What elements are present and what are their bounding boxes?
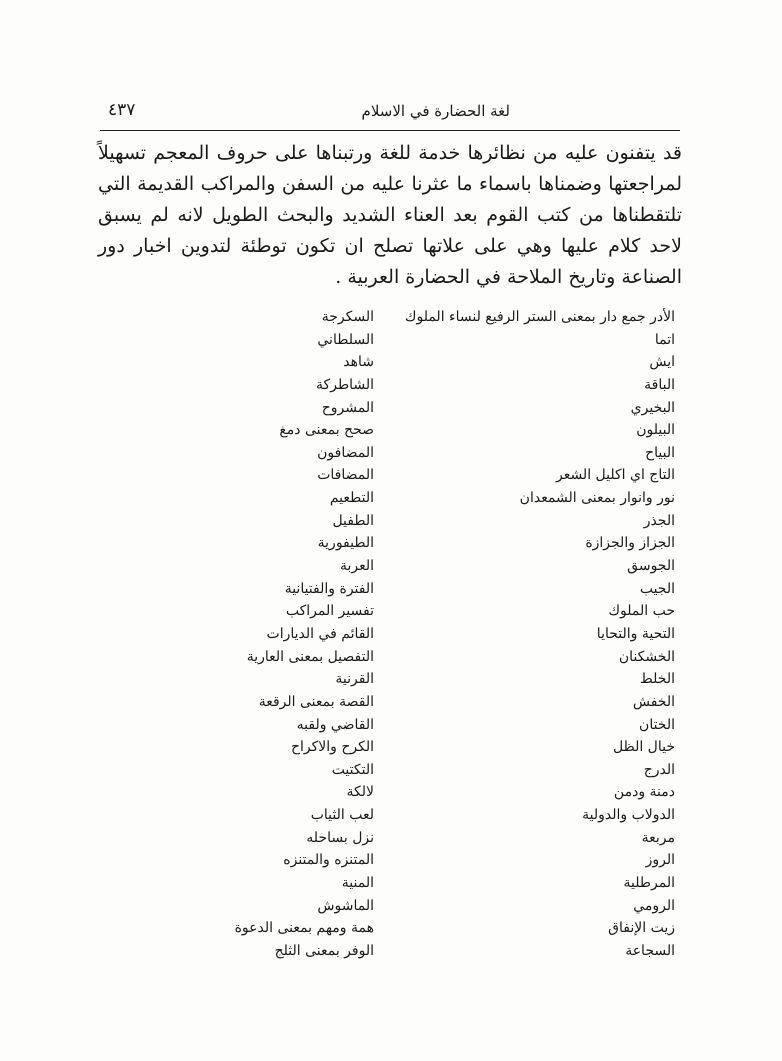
term-item: الفترة والفتيانية bbox=[284, 580, 374, 597]
term-item: العربة bbox=[339, 558, 374, 575]
term-item: الجزاز والجزازة bbox=[585, 535, 675, 552]
term-item: ايش bbox=[649, 354, 675, 371]
term-item: البيلون bbox=[636, 422, 675, 439]
term-item: الكرح والاكراح bbox=[290, 739, 374, 756]
term-item: الطيفورية bbox=[317, 535, 374, 552]
term-item: خيال الظل bbox=[612, 739, 675, 756]
term-item: البخيري bbox=[630, 399, 675, 416]
term-item: الطفيل bbox=[332, 512, 374, 529]
term-item: السجاعة bbox=[625, 942, 675, 959]
term-item: السكرجة bbox=[321, 309, 374, 325]
terms-column-left bbox=[144, 306, 374, 963]
term-item: التفصيل بمعنى العارية bbox=[246, 648, 374, 665]
term-item: الختان bbox=[639, 716, 675, 733]
running-header bbox=[100, 96, 680, 126]
term-item: المشروح bbox=[321, 399, 374, 416]
term-item: لالكة bbox=[346, 784, 374, 801]
term-item: زيت الإنفاق bbox=[608, 920, 675, 937]
term-item: نزل بساحله bbox=[306, 829, 374, 846]
term-item: اتما bbox=[654, 331, 675, 348]
term-item: دمنة ودمن bbox=[613, 784, 675, 801]
header-rule bbox=[100, 130, 680, 131]
term-item: الخفش bbox=[632, 693, 675, 710]
term-item: القاضي ولقبه bbox=[296, 716, 374, 733]
term-item: لعب الثياب bbox=[310, 807, 374, 824]
term-item: القرنية bbox=[335, 671, 374, 688]
term-item: الرومي bbox=[633, 897, 675, 914]
term-item: الدولاب والدولية bbox=[582, 807, 675, 824]
term-item: التاج اي اكليل الشعر bbox=[555, 467, 675, 484]
term-item: الجوسق bbox=[627, 558, 675, 575]
term-item: المضافات bbox=[317, 467, 374, 484]
term-item: حب الملوك bbox=[608, 603, 675, 620]
term-item: الماشوش bbox=[317, 897, 374, 914]
term-item: المتنزه والمتنزه bbox=[283, 852, 374, 869]
page-number: ٤٣٧ bbox=[108, 100, 136, 120]
term-item: شاهد bbox=[343, 354, 374, 371]
term-item: المضافون bbox=[317, 444, 374, 461]
term-item: البياح bbox=[645, 444, 675, 461]
term-item: المنية bbox=[341, 875, 374, 892]
term-item: الأدر جمع دار بمعنى الستر الرفيع لنساء الملوك bbox=[404, 309, 675, 325]
intro-paragraph: قد يتفنون عليه من نظائرها خدمة للغة ورتبناها على حروف المعجم تسهيلاً لمراجعتها وضمناها باسماء ما عثرنا عليه من السفن والمراكب القديمة التي تلتقطناها من كتب القوم بعد العناء الشديد والبحث الطويل لانه لم يسبق لاحد كلام عليها وهي على علاتها تصلح ان تكون توطئة لتدوين اخبار دور الصناعة وتاريخ الملاحة في الحضارة العربية . bbox=[98, 142, 682, 288]
term-item: الباقة bbox=[644, 376, 675, 393]
term-item: المرطلية bbox=[623, 875, 675, 892]
term-item: القصة بمعنى الرقعة bbox=[258, 693, 374, 710]
term-item: نور وانوار بمعنى الشمعدان bbox=[519, 490, 675, 507]
running-title: لغة الحضارة في الاسلام bbox=[361, 102, 510, 120]
term-item: تفسير المراكب bbox=[285, 603, 374, 620]
terms-column-right bbox=[345, 306, 675, 963]
term-item: الروز bbox=[645, 852, 675, 869]
term-item: الخلط bbox=[639, 671, 675, 688]
term-item: الخشكنان bbox=[618, 648, 675, 665]
term-item: الجذر bbox=[643, 512, 675, 529]
term-item: صحح بمعنى دمغ bbox=[279, 422, 374, 439]
term-item: مربعة bbox=[641, 829, 675, 846]
term-item: الشاطركة bbox=[316, 376, 374, 393]
term-item: الوفر بمعنى الثلج bbox=[274, 942, 374, 959]
term-item: التطعيم bbox=[329, 490, 374, 507]
term-item: الدرج bbox=[643, 761, 675, 778]
term-item: السلطاني bbox=[317, 331, 374, 348]
term-item: همة ومهم بمعنى الدعوة bbox=[234, 920, 374, 937]
term-item: الجيب bbox=[639, 580, 675, 597]
term-item: القائم في الديارات bbox=[266, 625, 374, 642]
term-item: التحية والتحايا bbox=[596, 625, 675, 642]
term-item: التكتيت bbox=[331, 761, 374, 778]
